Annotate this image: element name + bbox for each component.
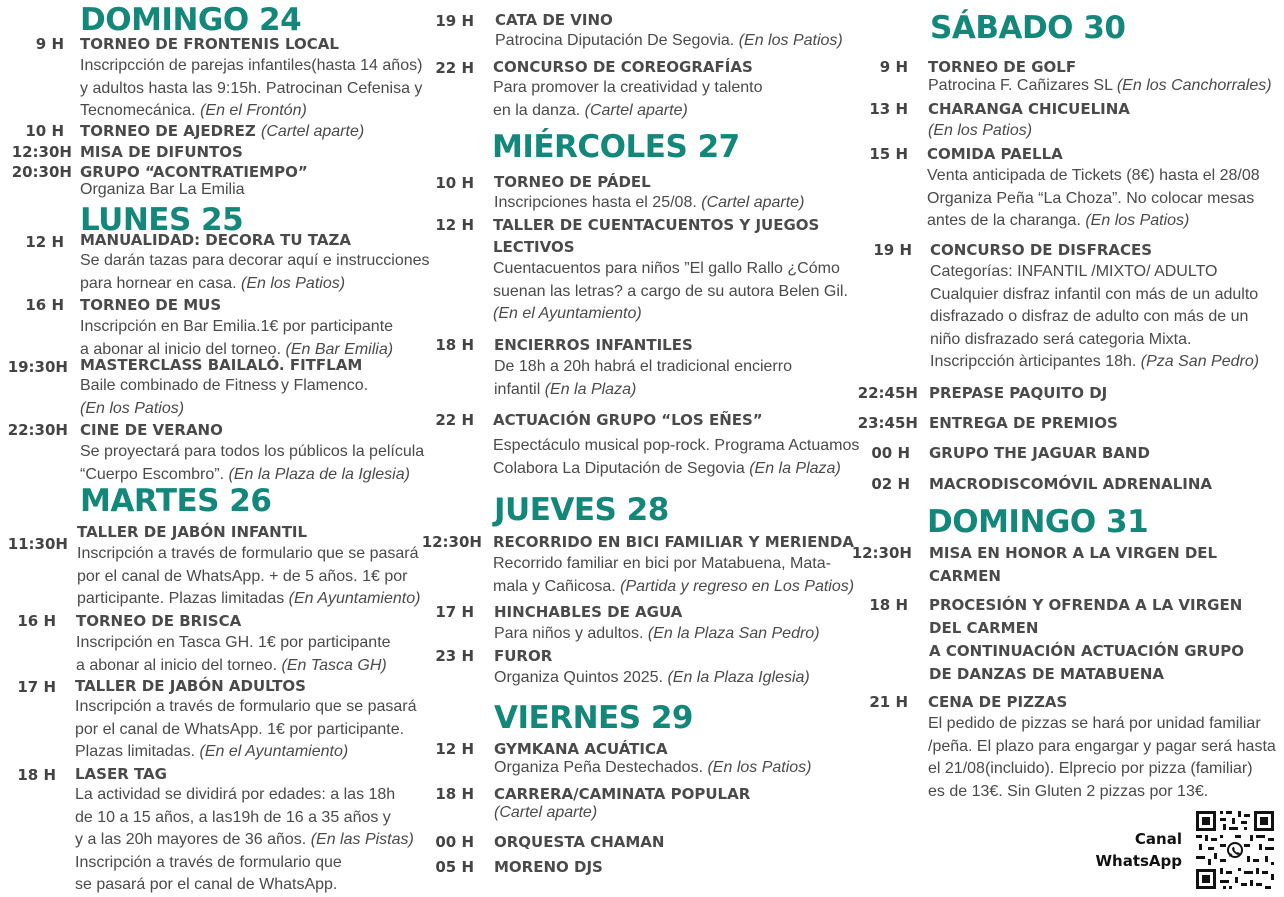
event-title: CARMEN [929,567,1001,585]
event-desc: Para niños y adultos. [494,625,644,642]
event-time: 19 H [873,241,912,259]
event-time: 00 H [871,444,910,462]
event-title: PROCESIÓN Y OFRENDA A LA VIRGEN [929,596,1243,614]
event-title: ENTREGA DE PREMIOS [929,414,1118,432]
event-desc: Inscripción en Tasca GH. 1€ por participante [76,634,391,651]
event-location: (Cartel aparte) [261,123,365,140]
event-title: ORQUESTA CHAMAN [494,833,665,851]
event-desc: Venta anticipada de Tickets (8€) hasta el 28/08 [927,167,1260,184]
event-title: CHARANGA CHICUELINA [928,100,1130,118]
event-desc: Inscripcción de parejas infantiles(hasta 14 años) [80,57,423,74]
event-title: COMIDA PAELLA [927,145,1063,163]
event-desc: para hornear en casa. [80,274,237,292]
day-heading-viernes-29: VIERNES 29 [494,700,693,736]
event-time: 10 H [435,174,474,192]
event-desc: el 21/08(incluido). Elprecio por pizza (familiar) [928,760,1253,777]
event-desc: Plazas limitadas. [75,743,196,760]
event-time: 16 H [17,612,56,630]
event-title: CINE DE VERANO [80,421,223,439]
event-title: FUROR [494,647,553,665]
event-title: LECTIVOS [493,238,575,256]
event-title: CONCURSO DE COREOGRAFÍAS [493,58,753,76]
event-desc: en la danza. [493,101,581,119]
event-time: 17 H [17,678,56,696]
event-desc: es de 13€. Sin Gluten 2 pizzas por 13€. [928,782,1209,800]
event-title: TORNEO DE AJEDREZ [80,122,256,140]
day-heading-martes-26: MARTES 26 [80,483,272,519]
event-time: 02 H [871,475,910,493]
event-title: A CONTINUACIÓN ACTUACIÓN GRUPO [929,642,1245,660]
event-location: (En las Pistas) [310,831,414,848]
event-title: TALLER DE CUENTACUENTOS Y JUEGOS [493,216,820,234]
event-title: DEL CARMEN [929,619,1039,637]
event-desc: Inscripción a través de formulario que [75,853,342,871]
event-location: (En los Patios) [241,274,346,292]
event-time: 18 H [435,785,474,803]
event-title: TORNEO DE PÁDEL [494,173,651,191]
column-1 [0,0,430,897]
event-location: (Cartel aparte) [494,804,598,821]
event-location: (Cartel aparte) [584,101,688,119]
event-title: ENCIERROS INFANTILES [494,336,693,354]
qr-code-icon[interactable] [1194,809,1276,891]
event-location: (En la Plaza de la Iglesia) [228,465,410,483]
event-time: 22 H [435,411,474,429]
event-desc: Patrocina Diputación De Segovia. [495,32,735,49]
event-time: 12:30H [851,544,912,562]
event-desc: Organiza Peña Destechados. [494,759,704,776]
event-time: 05 H [435,858,474,876]
event-title: TORNEO DE FRONTENIS LOCAL [80,35,339,53]
event-location: (Cartel aparte) [701,194,805,211]
event-desc: El pedido de pizzas se hará por unidad familiar [928,715,1261,732]
event-desc: niño disfrazado será categoria Mixta. [930,330,1192,348]
event-time: 11:30H [7,535,68,553]
event-time: 18 H [17,766,56,784]
event-desc: Inscripción a través de formulario que se pasará [77,545,419,562]
event-title: RECORRIDO EN BICI FAMILIAR Y MERIENDA [493,533,854,551]
event-time: 22:30H [7,421,68,439]
event-desc: y adultos hasta las 9:15h. Patrocinan Cefenisa y [80,79,423,97]
event-location: (En la Plaza San Pedro) [647,625,820,642]
event-title: LASER TAG [75,765,167,783]
event-location: (En los Patios) [1085,212,1190,229]
event-desc: disfrazado o disfraz de adulto con más de un [930,308,1249,325]
event-location: (En la Plaza Iglesia) [667,669,810,686]
event-time: 21 H [869,693,908,711]
event-time: 00 H [435,833,474,851]
event-title: TORNEO DE MUS [80,296,222,314]
event-title: MISA EN HONOR A LA VIRGEN DEL [929,544,1218,562]
event-location: (En Tasca GH) [281,656,387,674]
event-desc: de 10 a 15 años, a las19h de 16 a 35 años y [75,808,391,826]
event-title: CONCURSO DE DISFRACES [930,241,1153,259]
event-title: HINCHABLES DE AGUA [494,603,683,621]
event-desc: Organiza Quintos 2025. [494,669,663,686]
event-desc: De 18h a 20h habrá el tradicional encierro [494,358,792,375]
event-time: 9 H [879,58,908,76]
event-location: (En los Patios) [707,759,812,776]
event-location: (En los Canchorrales) [1116,77,1272,94]
event-location: (Partida y regreso en Los Patios) [620,577,855,595]
event-location: (En el Ayuntamiento) [199,743,349,760]
event-desc: Cuentacuentos para niños ”El gallo Rallo ¿Cómo [493,260,840,277]
event-desc: participante. Plazas limitadas [77,590,285,607]
day-heading-domingo-24: DOMINGO 24 [80,2,302,38]
event-time: 18 H [869,596,908,614]
event-time: 19 H [435,12,474,30]
column-2 [421,0,860,897]
event-title: MASTERCLASS BAILALÓ. FITFLAM [80,356,363,374]
event-desc: Inscripción en Bar Emilia.1€ por participante [80,318,394,335]
event-time: 13 H [869,100,908,118]
event-title: CENA DE PIZZAS [928,693,1068,711]
event-desc: La actividad se dividirá por edades: a las 18h [75,786,396,803]
event-desc: Patrocina F. Cañizares SL [928,77,1113,94]
event-desc: Se proyectará para todos los públicos la película [80,443,425,460]
event-time: 15 H [869,145,908,163]
event-desc: Colabora La Diputación de Segovia [493,459,745,477]
event-desc: Inscripción a través de formulario que se pasará [75,698,417,715]
event-time: 12 H [435,216,474,234]
event-desc: Tecnomecánica. [80,102,196,119]
event-location: (Pza San Pedro) [1140,353,1260,370]
event-title: TALLER DE JABÓN ADULTOS [75,677,306,695]
day-heading-domingo-31: DOMINGO 31 [927,504,1149,540]
event-title: GRUPO “ACONTRATIEMPO” [80,163,308,181]
event-location: (En la Plaza) [749,459,841,477]
event-location: (En el Ayuntamiento) [493,305,642,322]
event-desc: /peña. El plazo para engargar y pagar será hasta [928,737,1276,755]
event-location: (En el Frontón) [200,102,307,119]
event-desc: y a las 20h mayores de 36 años. [75,831,307,848]
event-title: MISA DE DIFUNTOS [80,143,243,161]
event-title: TORNEO DE BRISCA [76,612,242,630]
event-time: 12:30H [421,533,482,551]
event-desc: Para promover la creatividad y talento [493,79,763,96]
event-desc: por el canal de WhatsApp. + de 5 años. 1€ por [77,567,408,585]
event-desc: Cualquier disfraz infantil con más de un adulto [930,285,1259,303]
event-time: 19:30H [7,358,68,376]
day-heading-sabado-30: SÁBADO 30 [930,10,1126,46]
event-title: ACTUACIÓN GRUPO “LOS EÑES” [493,411,763,429]
event-desc: se pasará por el canal de WhatsApp. [75,876,338,893]
event-location: (En Bar Emilia) [285,340,394,358]
event-location: (En los Patios) [738,32,843,49]
event-time: 12 H [435,740,474,758]
event-title: MANUALIDAD: DECORA TU TAZA [80,231,351,249]
event-desc: antes de la charanga. [927,212,1081,229]
event-location: (En la Plaza) [544,380,637,398]
event-desc: Baile combinado de Fitness y Flamenco. [80,377,369,394]
event-time: 20:30H [11,163,72,181]
whatsapp-channel-label [1084,828,1182,872]
event-title: CATA DE VINO [495,11,613,29]
event-desc: Organiza Peña “La Choza”. No colocar mesas [927,189,1255,207]
event-desc: Organiza Bar La Emilia [80,181,245,198]
event-desc: Espectáculo musical pop-rock. Programa Actuamos [493,437,860,454]
event-title: MACRODISCOMÓVIL ADRENALINA [929,475,1213,493]
column-3 [851,0,1284,897]
event-title: PREPASE PAQUITO DJ [929,384,1108,402]
event-title: TORNEO DE GOLF [928,58,1077,76]
day-heading-miercoles-27: MIÉRCOLES 27 [492,129,740,165]
event-time: 23:45H [857,414,918,432]
event-location: (En los Patios) [928,122,1033,139]
event-time: 10 H [25,122,64,140]
day-heading-jueves-28: JUEVES 28 [494,492,669,528]
event-time: 22 H [435,59,474,77]
whatsapp-label-line: WhatsApp [1095,852,1182,870]
event-time: 12 H [25,233,64,251]
event-title: DE DANZAS DE MATABUENA [929,665,1165,683]
event-desc: por el canal de WhatsApp. 1€ por participante. [75,720,405,738]
event-desc: Inscripcción àrticipantes 18h. [930,353,1137,370]
event-location: (En los Patios) [80,399,185,417]
event-time: 23 H [435,647,474,665]
event-title: GRUPO THE JAGUAR BAND [929,444,1150,462]
event-title: GYMKANA ACUÁTICA [494,740,668,758]
event-desc: mala y Cañicosa. [493,577,616,595]
event-time: 12:30H [11,143,72,161]
event-title: MORENO DJS [494,858,603,876]
event-location: (En Ayuntamiento) [288,590,421,607]
event-desc: infantil [494,380,541,398]
event-title: CARRERA/CAMINATA POPULAR [494,785,751,803]
event-desc: Categorías: INFANTIL /MIXTO/ ADULTO [930,263,1218,280]
event-time: 22:45H [857,384,918,402]
event-time: 18 H [435,336,474,354]
event-time: 16 H [25,296,64,314]
event-desc: suenan las letras? a cargo de su autora Belen Gil. [493,282,848,300]
event-desc: a abonar al inicio del torneo. [76,656,278,674]
event-desc: a abonar al inicio del torneo. [80,340,282,358]
event-time: 17 H [435,603,474,621]
event-desc: Recorrido familiar en bici por Matabuena, Mata- [493,555,831,572]
event-desc: Inscripciones hasta el 25/08. [494,194,697,211]
day-heading-lunes-25: LUNES 25 [80,202,244,238]
event-title: TALLER DE JABÓN INFANTIL [77,523,308,541]
event-desc: Se darán tazas para decorar aquí e instrucciones [80,252,430,269]
whatsapp-label-line: Canal [1134,830,1182,848]
event-desc: “Cuerpo Escombro”. [80,465,225,483]
event-time: 9 H [35,35,64,53]
